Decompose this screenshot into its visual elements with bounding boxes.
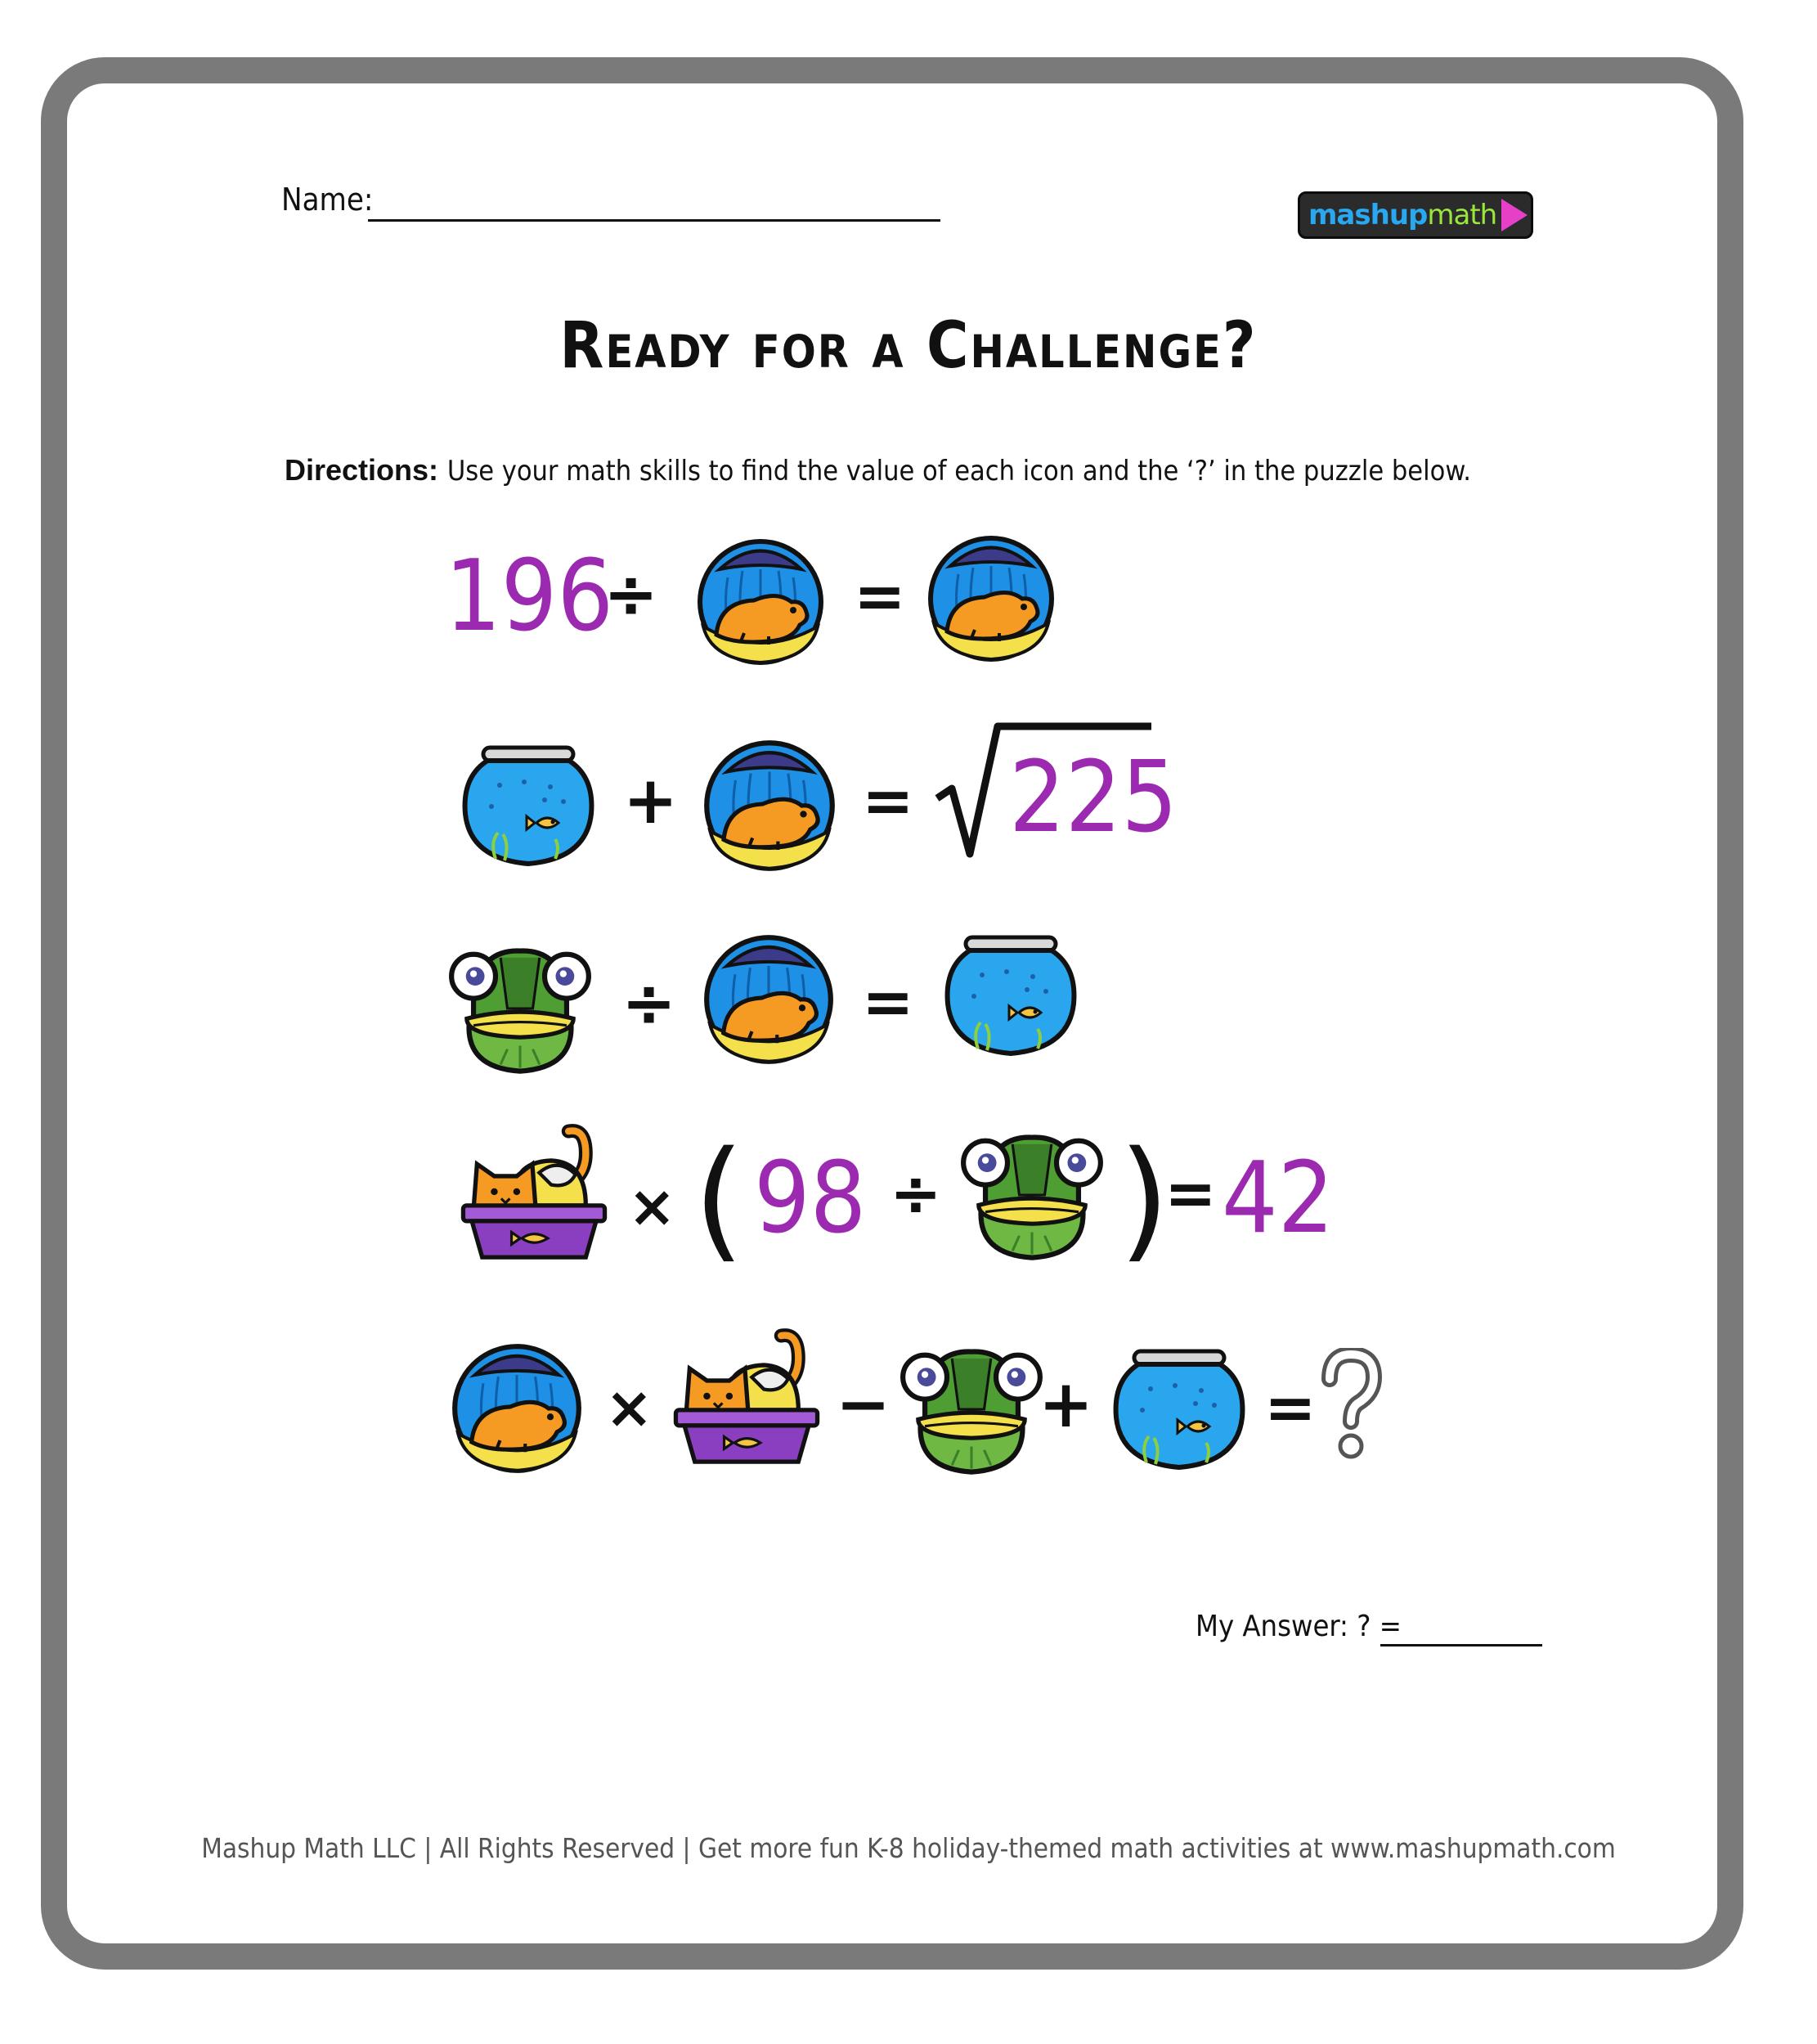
fishbowl-icon	[1106, 1348, 1253, 1471]
row5-plus: +	[1039, 1366, 1094, 1442]
row2-equals: =	[862, 764, 914, 837]
fishbowl-icon	[937, 934, 1084, 1057]
hamster-ball-icon	[450, 1341, 584, 1476]
answer-input-line[interactable]	[1380, 1644, 1542, 1646]
row1-divide: ÷	[603, 556, 659, 632]
frog-icon	[900, 1341, 1043, 1477]
row2-plus: +	[623, 762, 679, 838]
directions-text: Use your math skills to find the value of each icon and the ‘?’ in the puzzle below.	[446, 455, 1471, 487]
row4-paren-open: (	[693, 1122, 745, 1275]
hamster-ball-icon	[702, 932, 836, 1067]
row5-times: ×	[605, 1374, 653, 1441]
row3-divide: ÷	[621, 965, 677, 1041]
question-mark-icon	[1318, 1348, 1384, 1462]
row4-result: 42	[1222, 1142, 1335, 1256]
row5-equals: =	[1264, 1371, 1317, 1444]
frog-icon	[448, 941, 592, 1076]
row2-sqrt-value: 225	[1009, 741, 1178, 855]
hamster-ball-icon	[695, 537, 826, 667]
name-input-line[interactable]	[368, 219, 940, 222]
hamster-ball-icon	[926, 533, 1057, 664]
name-label: Name:	[281, 182, 374, 218]
logo-word-2: math	[1427, 199, 1497, 231]
mashupmath-logo	[1298, 191, 1533, 239]
directions	[285, 453, 1471, 487]
page-title: Ready for a Challenge?	[559, 309, 1258, 383]
footer-text: Mashup Math LLC | All Rights Reserved | Get more fun K-8 holiday-themed math activities at www.mashupmath.com	[201, 1832, 1616, 1864]
answer-label: My Answer: ? =	[1196, 1610, 1402, 1643]
row1-number: 196	[445, 540, 614, 654]
logo-word-1: mashup	[1308, 199, 1428, 231]
hamster-ball-icon	[702, 738, 837, 874]
row4-times: ×	[628, 1173, 676, 1240]
row4-number: 98	[754, 1142, 867, 1256]
play-triangle-icon	[1501, 199, 1528, 231]
row3-equals: =	[862, 965, 914, 1038]
row4-equals: =	[1164, 1157, 1217, 1229]
frog-icon	[960, 1127, 1104, 1263]
row5-minus: −	[836, 1366, 891, 1442]
cat-bed-icon	[456, 1119, 612, 1266]
row4-paren-close: )	[1119, 1122, 1170, 1275]
fishbowl-icon	[455, 744, 602, 867]
row1-equals: =	[854, 559, 906, 632]
directions-label: Directions:	[285, 453, 439, 487]
cat-bed-icon	[669, 1323, 824, 1471]
row4-divide: ÷	[890, 1157, 942, 1229]
